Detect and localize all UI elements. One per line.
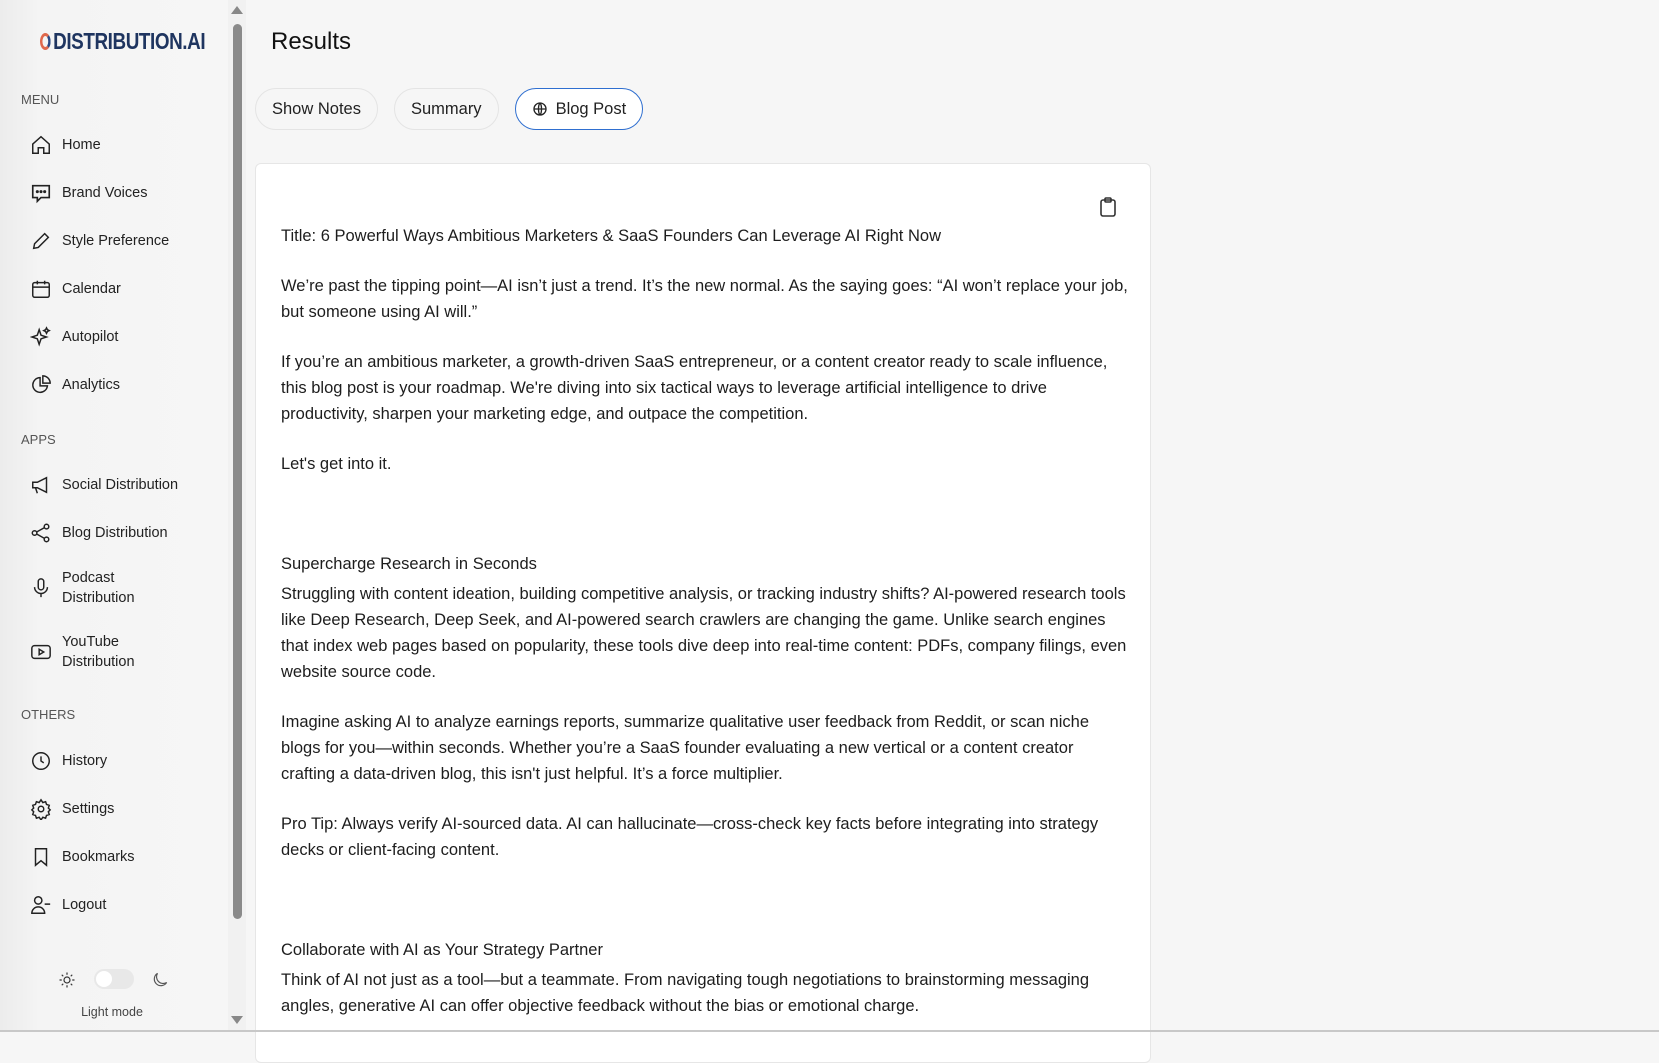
sidebar-item-podcast-distribution[interactable] bbox=[30, 568, 180, 608]
paragraph: Struggling with content ideation, building competitive analysis, or tracking industry shifts? AI-powered research tools like Deep Research, Deep Seek, and AI-powered search crawlers are changing the game. Unlike search engines that index web pages based on popularity, these tools dive deep into real-time content: PDFs, company filings, even website source code. bbox=[281, 585, 1127, 681]
pencil-icon bbox=[30, 230, 52, 252]
tab-summary[interactable] bbox=[394, 88, 499, 130]
clock-icon bbox=[30, 750, 52, 772]
label: Bookmarks bbox=[62, 849, 135, 865]
blog-title: Title: 6 Powerful Ways Ambitious Marketers & SaaS Founders Can Leverage AI Right Now bbox=[281, 227, 941, 245]
logo-text: DISTRIBUTION.AI bbox=[53, 28, 206, 54]
paragraph: Pro Tip: Always verify AI-sourced data. AI can hallucinate—cross-check key facts before integrating into strategy decks or client-facing content. bbox=[281, 815, 1099, 859]
tab-label: Show Notes bbox=[272, 99, 361, 118]
calendar-icon bbox=[30, 278, 52, 300]
scroll-up-icon[interactable] bbox=[231, 6, 243, 14]
scrollbar-thumb[interactable] bbox=[233, 24, 242, 919]
tab-label: Blog Post bbox=[555, 99, 627, 118]
bookmark-icon bbox=[30, 846, 52, 868]
label: Settings bbox=[62, 801, 115, 817]
microphone-icon bbox=[30, 577, 52, 599]
globe-icon bbox=[532, 101, 548, 117]
label: Autopilot bbox=[62, 329, 119, 345]
label: Brand Voices bbox=[62, 185, 148, 201]
sidebar-item-analytics[interactable] bbox=[30, 374, 120, 396]
scroll-down-icon[interactable] bbox=[231, 1016, 243, 1024]
label: Podcast Distribution bbox=[62, 570, 135, 606]
logo[interactable] bbox=[40, 28, 205, 55]
user-logout-icon bbox=[30, 894, 52, 916]
moon-icon bbox=[150, 970, 170, 990]
share-icon bbox=[30, 522, 52, 544]
sidebar-item-youtube-distribution[interactable] bbox=[30, 632, 180, 672]
others-section-label: OTHERS bbox=[21, 707, 76, 722]
sparkles-icon bbox=[30, 326, 52, 348]
home-icon bbox=[30, 134, 52, 156]
sidebar-item-home[interactable] bbox=[30, 134, 101, 156]
sidebar-item-settings[interactable] bbox=[30, 798, 114, 820]
section-heading: Supercharge Research in Seconds bbox=[281, 555, 537, 573]
tab-show-notes[interactable] bbox=[255, 88, 378, 130]
sidebar-item-blog-distribution[interactable] bbox=[30, 522, 168, 544]
sidebar-item-bookmarks[interactable] bbox=[30, 846, 135, 868]
tab-label: Summary bbox=[410, 99, 482, 118]
tab-blog-post[interactable] bbox=[515, 88, 644, 130]
mode-label: Light mode bbox=[81, 1005, 143, 1019]
logo-mark-icon bbox=[40, 33, 51, 50]
label: Blog Distribution bbox=[62, 525, 168, 541]
label: YouTube Distribution bbox=[62, 634, 135, 670]
megaphone-icon bbox=[30, 474, 52, 496]
paragraph: If you’re an ambitious marketer, a growth-driven SaaS entrepreneur, or a content creator ready to scale influence, this blog post is your roadmap. We're diving into six tactical ways to leverage artificial intelligence to drive productivity, sharpen your marketing edge, and outpace the competition. bbox=[281, 353, 1108, 423]
sidebar-scrollbar[interactable] bbox=[228, 0, 246, 1030]
page-title: Results bbox=[271, 28, 352, 55]
blog-post-content bbox=[281, 223, 1131, 1043]
label: Style Preference bbox=[62, 233, 170, 249]
label: Social Distribution bbox=[62, 477, 179, 493]
label: Analytics bbox=[62, 377, 121, 393]
label: Logout bbox=[62, 897, 107, 913]
sidebar bbox=[0, 0, 228, 1030]
paragraph: We’re past the tipping point—AI isn’t just a trend. It’s the new normal. As the saying goes: “AI won’t replace your job, but someone using AI will.” bbox=[281, 277, 1128, 321]
youtube-icon bbox=[30, 641, 52, 663]
pie-chart-icon bbox=[30, 374, 52, 396]
paragraph: Let's get into it. bbox=[281, 455, 392, 473]
menu-section-label: MENU bbox=[21, 92, 60, 107]
theme-toggle[interactable] bbox=[94, 969, 134, 989]
apps-section-label: APPS bbox=[21, 432, 56, 447]
paragraph: Think of AI not just as a tool—but a teammate. From navigating tough negotiations to brainstorming messaging angles, generative AI can offer objective feedback without the bias or emotional charge. bbox=[281, 971, 1090, 1015]
sidebar-item-autopilot[interactable] bbox=[30, 326, 118, 348]
label: History bbox=[62, 753, 108, 769]
sidebar-item-brand-voices[interactable] bbox=[30, 182, 147, 204]
paragraph: Imagine asking AI to analyze earnings reports, summarize qualitative user feedback from Reddit, or scan niche blogs for you—within seconds. Whether you’re a SaaS founder evaluating a new vertical or a content creator crafting a data-driven blog, this isn't just helpful. It’s a force multiplier. bbox=[281, 713, 1089, 783]
clipboard-icon[interactable] bbox=[1098, 196, 1118, 218]
sidebar-item-history[interactable] bbox=[30, 750, 107, 772]
chat-icon bbox=[30, 182, 52, 204]
result-tabs bbox=[255, 88, 643, 130]
blog-post-card bbox=[255, 163, 1151, 1063]
sidebar-item-social-distribution[interactable] bbox=[30, 474, 178, 496]
label: Calendar bbox=[62, 281, 121, 297]
section-heading: Collaborate with AI as Your Strategy Partner bbox=[281, 941, 603, 959]
sun-icon bbox=[58, 971, 76, 989]
sidebar-item-style-preference[interactable] bbox=[30, 230, 169, 252]
gear-icon bbox=[30, 798, 52, 820]
sidebar-item-logout[interactable] bbox=[30, 894, 106, 916]
label: Home bbox=[62, 137, 101, 153]
sidebar-item-calendar[interactable] bbox=[30, 278, 121, 300]
